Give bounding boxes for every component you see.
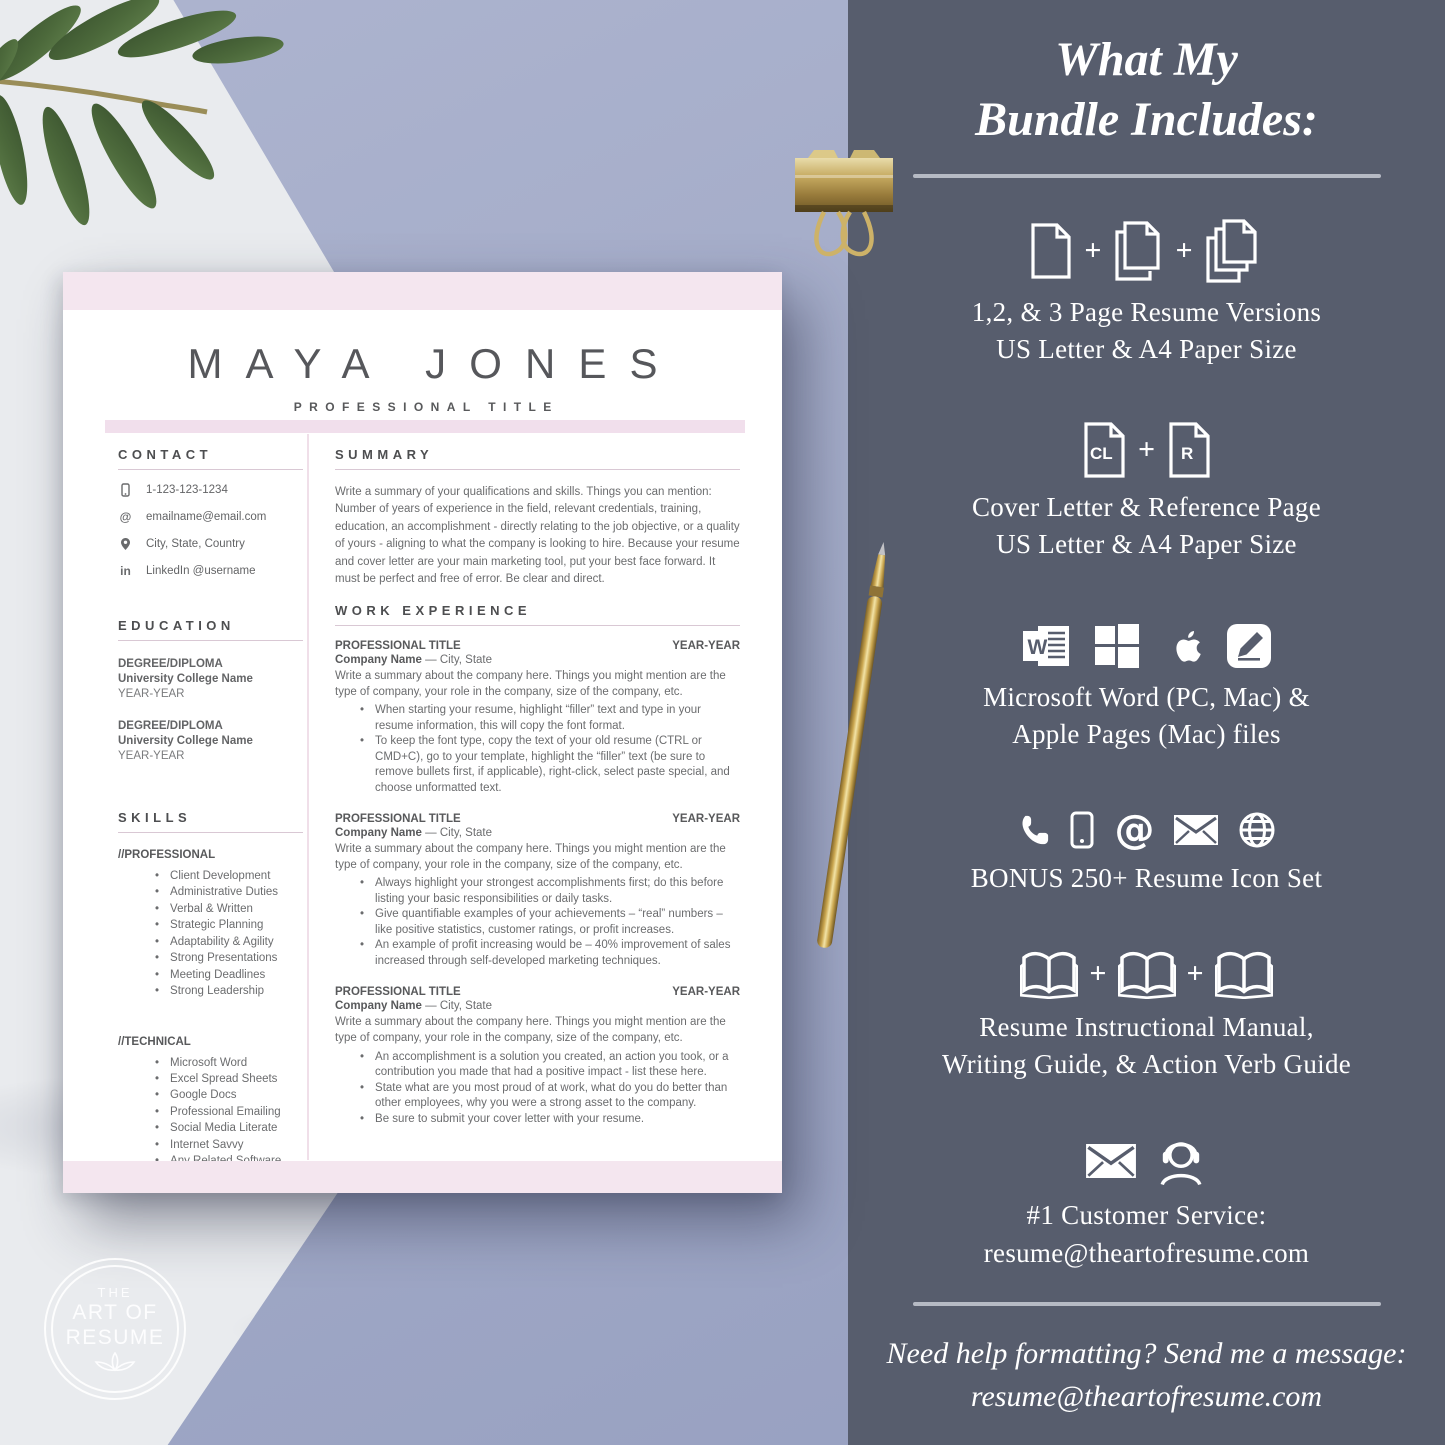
job-title-row (335, 986, 740, 998)
help-note (887, 1332, 1407, 1419)
contact-email: emailname@email.com (146, 511, 267, 523)
envelope-icon (1174, 815, 1218, 845)
open-book-icon (1020, 949, 1078, 999)
logo-text: ART OF (72, 1300, 158, 1324)
resume-name: MAYA JONES (187, 340, 681, 387)
skill-item: • Adaptability & Agility (155, 934, 303, 950)
contact-location: City, State, Country (146, 538, 245, 550)
header-accent-bar (105, 420, 745, 433)
plus-icon: + (1084, 234, 1102, 267)
company-name: Company Name (335, 827, 422, 840)
skills-list (118, 868, 303, 1000)
envelope-icon (1086, 1144, 1136, 1178)
skill-item: • Social Media Literate (155, 1120, 303, 1136)
job-company-row (335, 827, 740, 839)
job-bullets (335, 1050, 740, 1128)
skill-item: • Excel Spread Sheets (155, 1071, 303, 1087)
company-location: — City, State (425, 653, 493, 666)
work-experience-heading: WORK EXPERIENCE (335, 603, 740, 626)
apple-pages-icon (1227, 624, 1271, 668)
job-summary: Write a summary about the company here. Things you might mention are the type of company, your role in the company, size of the company, etc. (335, 843, 726, 872)
book-icons (1020, 949, 1272, 999)
contact-item (118, 564, 303, 578)
contact-item (118, 537, 303, 551)
school: University College Name (118, 673, 253, 686)
contact-linkedin: LinkedIn @username (146, 565, 256, 577)
skill-item: • Client Development (155, 868, 303, 884)
help-note-line: Need help formatting? Send me a message: (886, 1336, 1407, 1370)
skill-item: • Internet Savvy (155, 1137, 303, 1153)
divider-line (913, 1302, 1381, 1306)
job-title-row (335, 640, 740, 652)
job-bullet: • An accomplishment is a solution you created, an action you took, or a contribution you made that had a positive impact - list these here. (360, 1050, 740, 1081)
job-entry (335, 986, 740, 1127)
customer-service-email: resume@theartofresume.com (983, 1237, 1310, 1268)
support-icons (1086, 1135, 1208, 1187)
skills-heading: SKILLS (118, 810, 303, 833)
contact-icons (1016, 806, 1276, 853)
r-label: R (1181, 443, 1194, 463)
three-pages-icon (1204, 218, 1264, 284)
divider-line (913, 174, 1381, 178)
skill-item: • Microsoft Word (155, 1055, 303, 1071)
company-name: Company Name (335, 653, 422, 666)
word-letter: W (1027, 636, 1047, 659)
feature-resume-versions (972, 218, 1321, 369)
bundle-info-panel (848, 0, 1445, 1445)
plus-icon: + (1186, 956, 1204, 990)
job-company-row (335, 654, 740, 666)
caption-line: US Letter & A4 Paper Size (996, 528, 1297, 559)
skills-group-label: //TECHNICAL (118, 1035, 191, 1048)
olive-branch-decoration (0, 0, 312, 258)
plus-icon: + (1175, 234, 1193, 267)
job-company-row (335, 1000, 740, 1012)
feature-guides (942, 949, 1351, 1084)
art-of-resume-logo (44, 1258, 186, 1400)
job-title: PROFESSIONAL TITLE (335, 813, 461, 826)
column-divider (307, 434, 309, 1160)
degree: DEGREE/DIPLOMA (118, 658, 223, 670)
skill-item: • Strong Leadership (155, 983, 303, 999)
caption-line: Resume Instructional Manual, (979, 1011, 1314, 1042)
caption-line: Microsoft Word (PC, Mac) & (983, 682, 1310, 712)
apple-icon (1163, 623, 1203, 669)
at-icon: @ (1114, 806, 1155, 853)
job-years: YEAR-YEAR (672, 639, 740, 652)
resume-right-column (335, 447, 740, 1127)
summary-text: Write a summary of your qualifications and skills. Things you can mention: Number of years of experience in the field, relevant credentials, training, education, an accomplishment - directly relating to the job objective, or a quality of yours - aligning to what the company is looking to hire. Because your resume and cover letter are your main marketing tool, put your best face forward. It must be perfect and free of error. Be clear and direct. (335, 486, 740, 586)
job-entry (335, 640, 740, 796)
caption-line: 1,2, & 3 Page Resume Versions (971, 297, 1322, 327)
skill-item: • Strong Presentations (155, 950, 303, 966)
two-pages-icon (1113, 220, 1165, 282)
feature-icon-set (970, 806, 1323, 897)
job-title: PROFESSIONAL TITLE (335, 986, 461, 999)
job-bullet: • An example of profit increasing would be – 40% improvement of sales increased through self-developed marketing techniques. (360, 938, 740, 969)
logo-leaf-icon (93, 1352, 137, 1374)
contact-heading: CONTACT (118, 447, 303, 470)
resume-page (63, 272, 782, 1193)
education-heading: EDUCATION (118, 618, 303, 641)
resume-left-column (118, 447, 303, 1170)
job-bullets (335, 876, 740, 969)
years: YEAR-YEAR (118, 688, 185, 701)
job-bullets (335, 703, 740, 796)
software-icons (1023, 623, 1271, 669)
job-bullet: • When starting your resume, highlight “filler” text and type in your resume information, this will copy the font format. (360, 703, 740, 734)
plus-icon: + (1089, 956, 1107, 990)
caption-line: US Letter & A4 Paper Size (996, 334, 1297, 365)
job-title-row (335, 813, 740, 825)
contact-phone: 1-123-123-1234 (146, 484, 228, 496)
skill-item: • Meeting Deadlines (155, 967, 303, 983)
windows-icon (1095, 624, 1139, 668)
feature-caption (972, 489, 1321, 564)
job-summary: Write a summary about the company here. Things you might mention are the type of company, your role in the company, size of the company, etc. (335, 1016, 726, 1045)
feature-customer-service (984, 1135, 1310, 1272)
linkedin-icon: in (120, 564, 131, 578)
resume-professional-title: PROFESSIONAL TITLE (293, 400, 559, 414)
skill-item: • Verbal & Written (155, 901, 303, 917)
summary-heading: SUMMARY (335, 447, 740, 470)
job-bullet: • Give quantifiable examples of your achievements – “real” numbers – like positive statistics, customer ratings, or profit increases. (360, 907, 740, 938)
job-summary: Write a summary about the company here. Things you might mention are the type of company, your role in the company, size of the company, etc. (335, 669, 726, 698)
skills-list (118, 1055, 303, 1170)
school: University College Name (118, 734, 253, 747)
resume-bottom-band (63, 1161, 782, 1193)
cover-letter-doc-icon (1081, 421, 1127, 479)
company-location: — City, State (425, 827, 493, 840)
page-count-icons (1029, 218, 1263, 284)
caption-line: Cover Letter & Reference Page (971, 491, 1322, 522)
feature-caption (942, 1009, 1351, 1084)
job-years: YEAR-YEAR (672, 813, 740, 826)
skill-item: • Professional Emailing (155, 1104, 303, 1120)
help-note-email: resume@theartofresume.com (970, 1380, 1323, 1414)
caption-line: Apple Pages (Mac) files (1012, 719, 1281, 750)
resume-top-band (63, 272, 782, 310)
feature-cover-reference (972, 421, 1321, 564)
company-location: — City, State (425, 1000, 493, 1013)
open-book-icon (1215, 949, 1273, 999)
bundle-title (975, 30, 1318, 150)
skill-item: • Strategic Planning (155, 917, 303, 933)
support-agent-icon (1154, 1135, 1208, 1187)
bundle-title-line1: What My (1055, 33, 1238, 86)
reference-doc-icon (1166, 421, 1212, 479)
cl-label: CL (1089, 443, 1113, 463)
open-book-icon (1118, 949, 1176, 999)
logo-text: RESUME (65, 1325, 165, 1349)
skill-item: • Administrative Duties (155, 884, 303, 900)
job-years: YEAR-YEAR (672, 986, 740, 999)
caption-line: BONUS 250+ Resume Icon Set (970, 862, 1323, 893)
feature-software (983, 623, 1310, 754)
bundle-title-line2: Bundle Includes: (975, 93, 1318, 146)
skills-group-label: //PROFESSIONAL (118, 849, 216, 862)
globe-icon (1238, 811, 1276, 849)
mobile-icon (118, 483, 133, 497)
feature-caption (971, 860, 1323, 897)
education-entry (118, 657, 303, 703)
phone-icon (1016, 812, 1050, 848)
microsoft-word-icon (1023, 624, 1071, 668)
gold-binder-clip (792, 148, 896, 268)
feature-caption (972, 294, 1321, 369)
job-entry (335, 813, 740, 969)
at-icon: @ (119, 510, 132, 524)
caption-line: #1 Customer Service: (1026, 1200, 1267, 1231)
contact-item (118, 510, 303, 524)
logo-text: THE (97, 1284, 133, 1300)
single-page-icon (1029, 222, 1073, 280)
company-name: Company Name (335, 1000, 422, 1013)
feature-caption (983, 679, 1310, 754)
job-title: PROFESSIONAL TITLE (335, 639, 461, 652)
plus-icon: + (1137, 432, 1156, 466)
caption-line: Writing Guide, & Action Verb Guide (941, 1049, 1352, 1079)
contact-item (118, 483, 303, 497)
years: YEAR-YEAR (118, 749, 185, 762)
mobile-icon (1070, 811, 1094, 849)
cover-reference-icons (1081, 421, 1212, 479)
skill-item: • Google Docs (155, 1087, 303, 1103)
logo-inner-circle (51, 1265, 179, 1393)
job-bullet: • Be sure to submit your cover letter with your resume. (360, 1112, 740, 1128)
job-bullet: • State what are you most proud of at work, what do you do better than other employees, why you were a strong asset to the company. (360, 1081, 740, 1112)
education-entry (118, 719, 303, 765)
degree: DEGREE/DIPLOMA (118, 719, 223, 732)
feature-caption (984, 1197, 1310, 1272)
job-bullet: • To keep the font type, copy the text of your old resume (CTRL or CMD+C), go to your template, highlight the “filler” text (be sure to remove bullets first, if applicable), right-click, select paste special, and choose unformatted text. (360, 734, 740, 796)
job-bullet: • Always highlight your strongest accomplishments first; do this before listing your basic responsibilities or daily tasks. (360, 876, 740, 907)
location-pin-icon (118, 537, 133, 551)
